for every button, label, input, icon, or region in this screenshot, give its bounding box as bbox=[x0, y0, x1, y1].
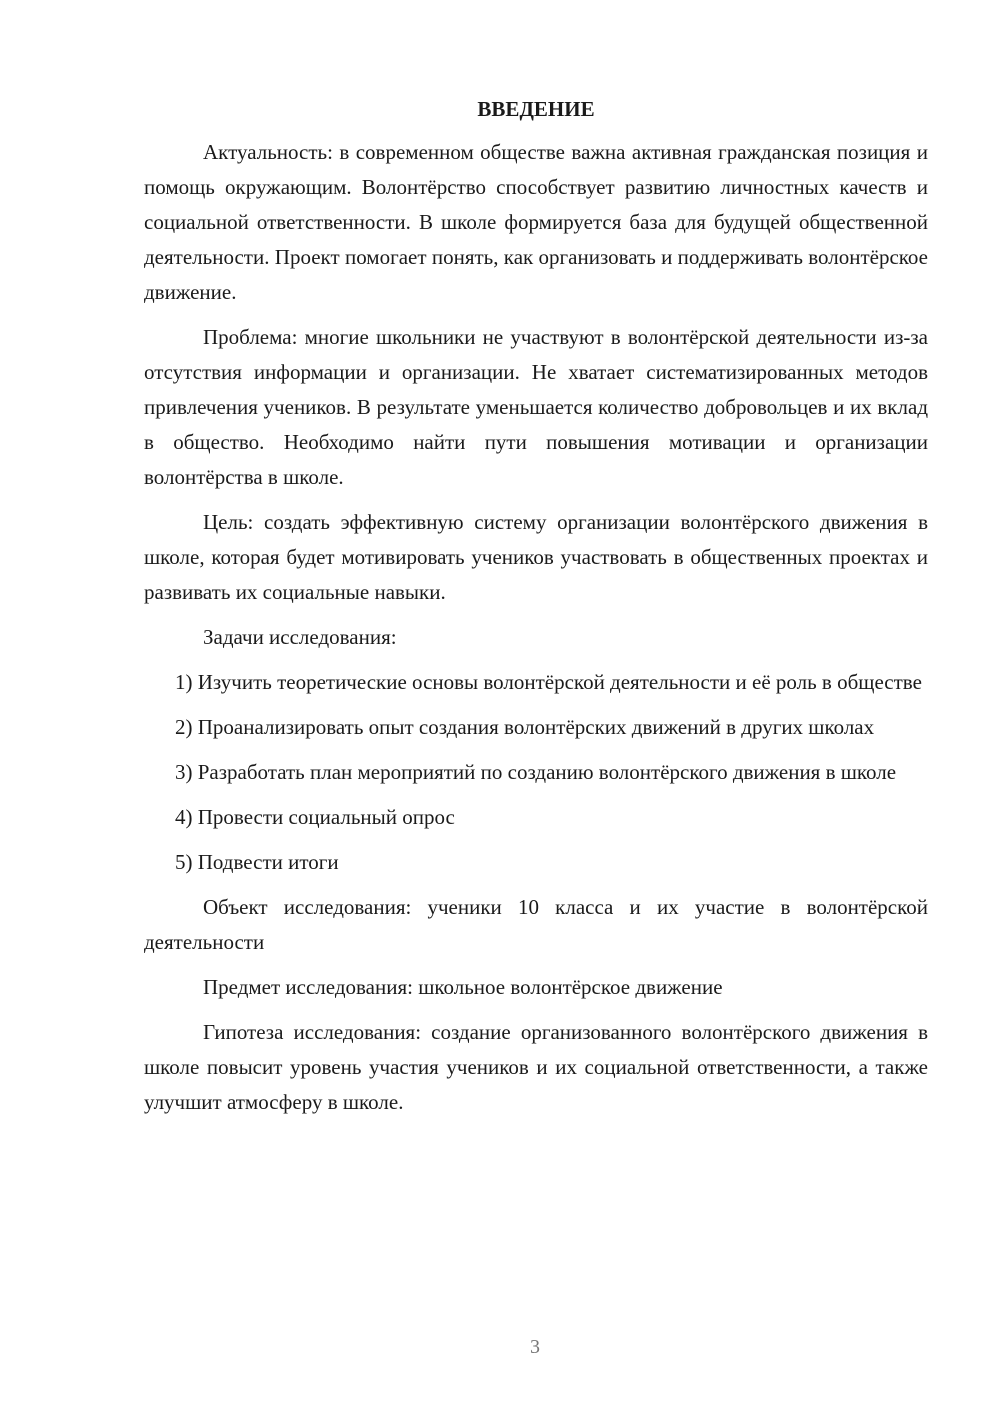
paragraph-relevance: Актуальность: в современном обществе важна активная гражданская позиция и помощь окружающим. Волонтёрство способствует развитию личностных качеств и социальной ответственности. В школе формируется база для будущей общественной деятельности. Проект помогает понять, как организовать и поддерживать волонтёрское движение. bbox=[144, 140, 928, 304]
task-item-5: 5) Подвести итоги bbox=[175, 850, 339, 874]
paragraph-problem: Проблема: многие школьники не участвуют в волонтёрской деятельности из-за отсутствия информации и организации. Не хватает систематизированных методов привлечения учеников. В результате уменьшается количество добровольцев и их вклад в общество. Необходимо найти пути повышения мотивации и организации волонтёрства в школе. bbox=[144, 325, 928, 489]
paragraph-subject: Предмет исследования: школьное волонтёрское движение bbox=[203, 975, 723, 999]
document-page bbox=[144, 92, 928, 1120]
task-item-3: 3) Разработать план мероприятий по созданию волонтёрского движения в школе bbox=[175, 760, 897, 784]
paragraph-hypothesis: Гипотеза исследования: создание организованного волонтёрского движения в школе повысит уровень участия учеников и их социальной ответственности, а также улучшит атмосферу в школе. bbox=[144, 1020, 928, 1114]
page-title: ВВЕДЕНИЕ bbox=[477, 97, 595, 121]
task-item-2: 2) Проанализировать опыт создания волонтёрских движений в других школах bbox=[175, 715, 875, 739]
task-item-1: 1) Изучить теоретические основы волонтёрской деятельности и её роль в обществе bbox=[175, 670, 922, 694]
paragraph-object: Объект исследования: ученики 10 класса и их участие в волонтёрской деятельности bbox=[144, 895, 928, 954]
page-number: 3 bbox=[530, 1336, 540, 1358]
paragraph-tasks-heading: Задачи исследования: bbox=[203, 625, 397, 649]
paragraph-goal: Цель: создать эффективную систему организации волонтёрского движения в школе, которая будет мотивировать учеников участвовать в общественных проектах и развивать их социальные навыки. bbox=[144, 510, 928, 604]
task-item-4: 4) Провести социальный опрос bbox=[175, 805, 455, 829]
